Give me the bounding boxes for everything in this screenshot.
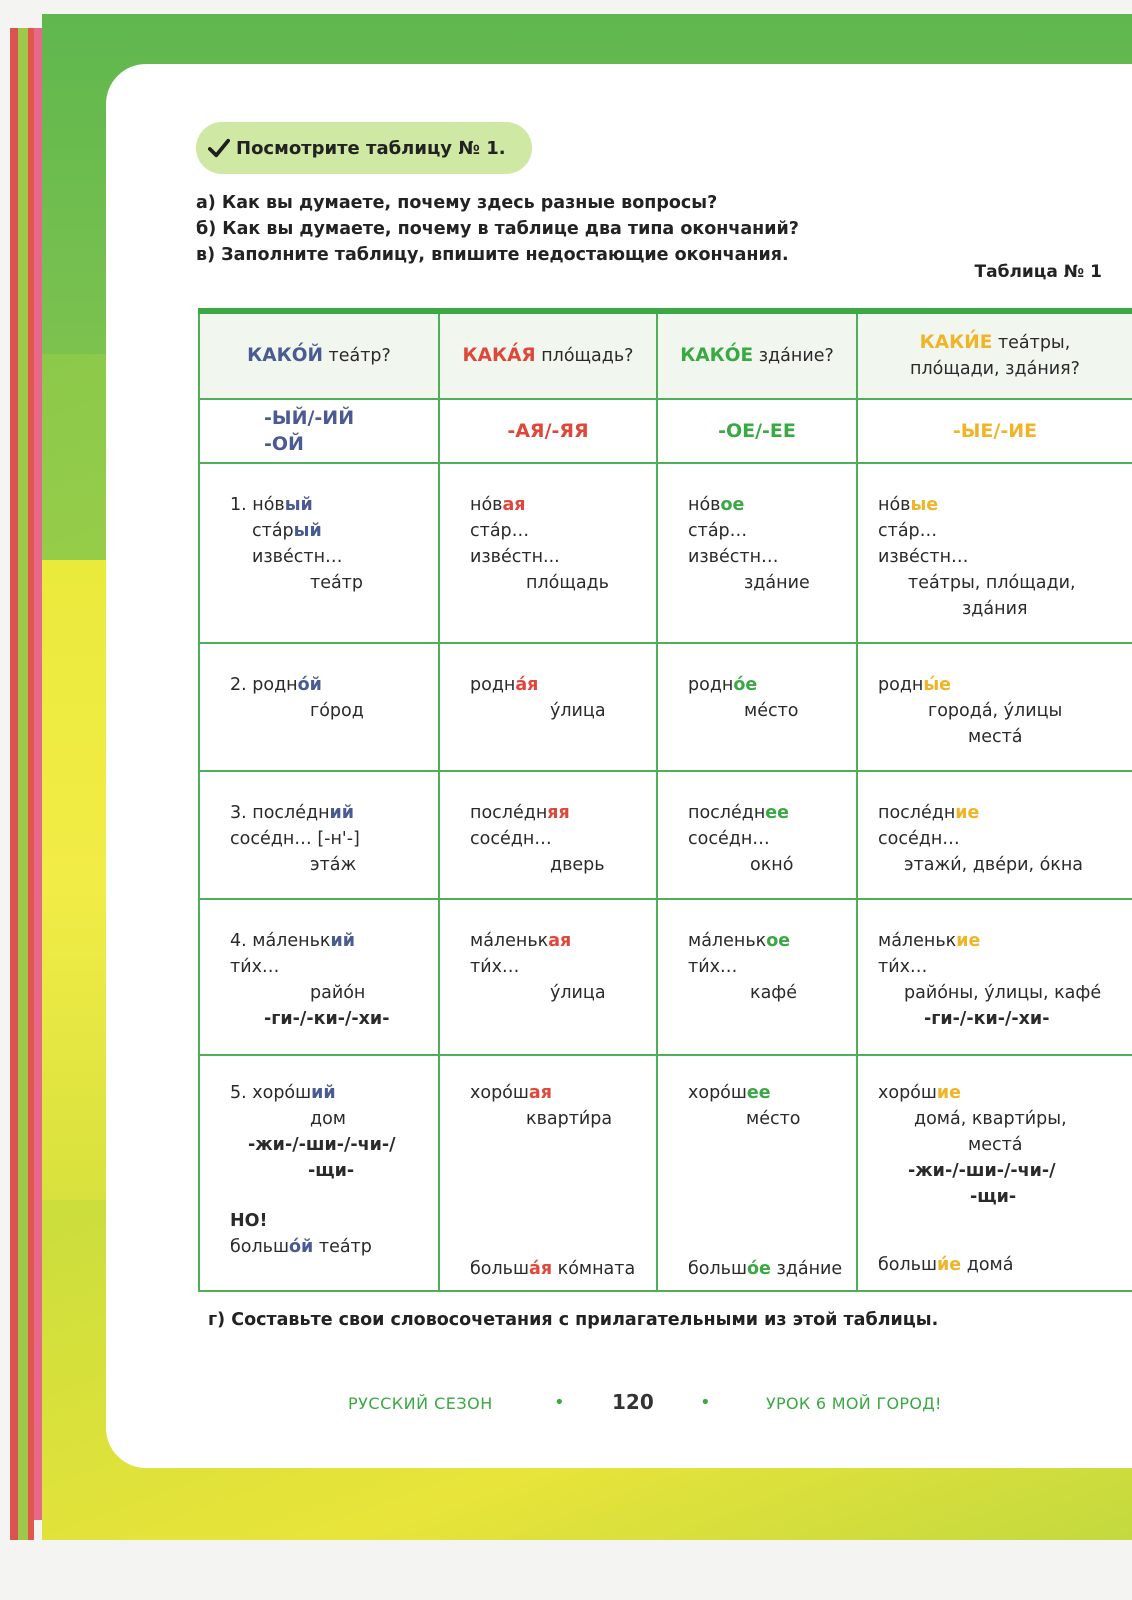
book-edge-pink — [34, 28, 42, 1520]
cell-r2-p: родны́е города́, у́лицы места́ — [857, 643, 1132, 771]
cell-r5-f: хоро́шая кварти́ра больша́я ко́мната — [439, 1055, 657, 1291]
cell-r5-m: 5. хоро́ший дом -жи-/-ши-/-чи-/ -щи- НО! большо́й теа́тр — [199, 1055, 439, 1291]
question-d: г) Составьте свои словосочетания с прилагательными из этой таблицы. — [208, 1310, 939, 1330]
page-number: 120 — [612, 1390, 654, 1414]
table-row-4 — [199, 899, 1132, 1055]
cell-r3-n: после́днее сосе́дн… окно́ — [657, 771, 857, 899]
header-feminine: КАКА́Я пло́щадь? — [439, 311, 657, 399]
cell-r3-p: после́дние сосе́дн… этажи́, две́ри, о́кна — [857, 771, 1132, 899]
cell-r5-p: хоро́шие дома́, кварти́ры, места́ -жи-/-ши-/-чи-/ -щи- больши́е дома́ — [857, 1055, 1132, 1291]
endings-plural: -ЫЕ/-ИЕ — [857, 399, 1132, 463]
table-row-5 — [199, 1055, 1132, 1291]
cell-r3-f: после́дняя сосе́дн… дверь — [439, 771, 657, 899]
book-edge-red — [10, 28, 18, 1540]
cell-r4-p: ма́ленькие ти́х… райо́ны, у́лицы, кафе́ -ги-/-ки-/-хи- — [857, 899, 1132, 1055]
cell-r2-n: родно́е ме́сто — [657, 643, 857, 771]
header-neuter: КАКО́Е зда́ние? — [657, 311, 857, 399]
cell-r4-n: ма́ленькое ти́х… кафе́ — [657, 899, 857, 1055]
table-row-2 — [199, 643, 1132, 771]
footer-dot-left: • — [554, 1392, 565, 1413]
adjective-endings-table — [198, 308, 1132, 1292]
table-row-1 — [199, 463, 1132, 643]
checkmark-icon — [208, 137, 230, 159]
table-header-row — [199, 311, 1132, 399]
header-masculine: КАКО́Й теа́тр? — [199, 311, 439, 399]
table-caption: Таблица № 1 — [974, 262, 1102, 282]
question-a: а) Как вы думаете, почему здесь разные вопросы? — [196, 193, 718, 213]
task-header — [196, 122, 532, 174]
question-c: в) Заполните таблицу, впишите недостающие окончания. — [196, 245, 789, 265]
cell-r4-m: 4. ма́ленький ти́х… райо́н -ги-/-ки-/-хи- — [199, 899, 439, 1055]
footer-dot-right: • — [700, 1392, 711, 1413]
book-edge-green — [18, 28, 28, 1540]
endings-masculine: -ЫЙ/-ИЙ -ОЙ — [199, 399, 439, 463]
endings-feminine: -АЯ/-ЯЯ — [439, 399, 657, 463]
cell-r2-m: 2. родно́й го́род — [199, 643, 439, 771]
endings-neuter: -ОЕ/-ЕЕ — [657, 399, 857, 463]
cell-r1-n: но́вое ста́р… изве́стн… зда́ние — [657, 463, 857, 643]
cell-r3-m: 3. после́дний сосе́дн… [-н'-] эта́ж — [199, 771, 439, 899]
cell-r5-n: хоро́шее ме́сто большо́е зда́ние — [657, 1055, 857, 1291]
table-endings-row — [199, 399, 1132, 463]
cell-r2-f: родна́я у́лица — [439, 643, 657, 771]
task-title: Посмотрите таблицу № 1. — [236, 137, 506, 159]
task-questions — [196, 190, 896, 268]
table-row-3 — [199, 771, 1132, 899]
cell-r1-p: но́вые ста́р… изве́стн… теа́тры, пло́щади, зда́ния — [857, 463, 1132, 643]
footer-series: РУССКИЙ СЕЗОН — [348, 1394, 493, 1413]
page-footer — [0, 1390, 1132, 1420]
footer-lesson: УРОК 6 МОЙ ГОРОД! — [766, 1394, 942, 1413]
cell-r1-m: 1. но́вый ста́рый изве́стн… теа́тр — [199, 463, 439, 643]
header-plural: КАКИ́Е теа́тры, пло́щади, зда́ния? — [857, 311, 1132, 399]
cell-r1-f: но́вая ста́р… изве́стн... пло́щадь — [439, 463, 657, 643]
question-b: б) Как вы думаете, почему в таблице два типа окончаний? — [196, 219, 799, 239]
cell-r4-f: ма́ленькая ти́х… у́лица — [439, 899, 657, 1055]
